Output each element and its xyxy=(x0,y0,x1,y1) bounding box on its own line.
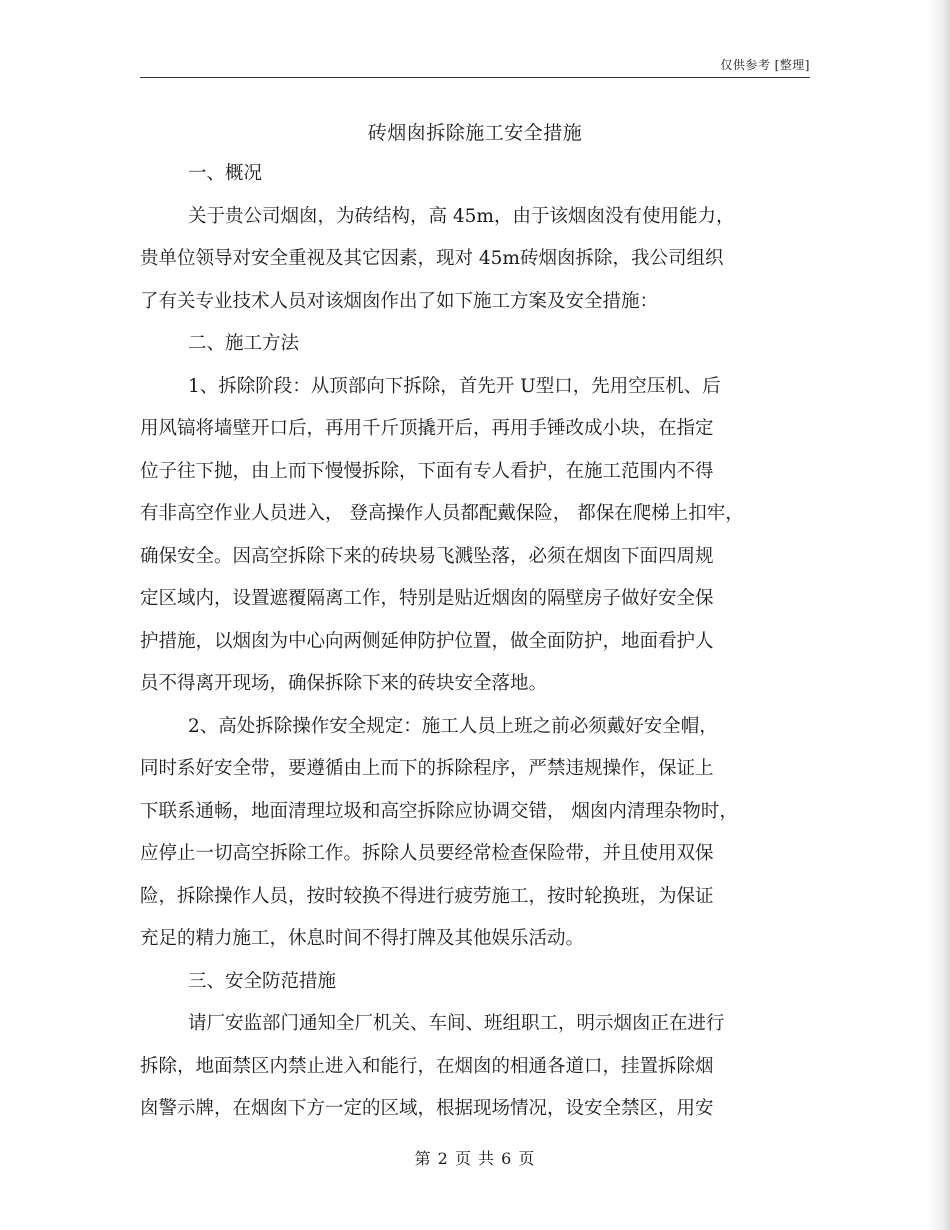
text-line: 护措施，以烟囱为中心向两侧延伸防护位置，做全面防护，地面看护人 xyxy=(140,630,714,652)
text-line: 请厂安监部门通知全厂机关、车间、班组职工，明示烟囱正在进行 xyxy=(188,1013,725,1034)
text-line: 用风镐将墙壁开口后，再用千斤顶撬开后，再用手锤改成小块，在指定 xyxy=(140,418,714,439)
text-line: 一、概况 xyxy=(188,163,263,184)
text-line: 位子往下抛，由上而下慢慢拆除，下面有专人看护，在施工范围内不得 xyxy=(140,460,714,482)
text-line: 有非高空作业人员进入， 登高操作人员都配戴保险， 都保在爬梯上扣牢， xyxy=(140,503,744,524)
text-line: 关于贵公司烟囱，为砖结构，高 45m，由于该烟囱没有使用能力， xyxy=(188,205,735,227)
text-line: 了有关专业技术人员对该烟囱作出了如下施工方案及安全措施： xyxy=(140,290,659,312)
text-line: 2、高处拆除操作安全规定：施工人员上班之前必须戴好安全帽， xyxy=(188,715,718,737)
text-line: 贵单位领导对安全重视及其它因素，现对 45m砖烟囱拆除，我公司组织 xyxy=(140,248,724,269)
text-line: 拆除，地面禁区内禁止进入和能行，在烟囱的相通各道口，挂置拆除烟 xyxy=(140,1055,714,1077)
text-line: 险，拆除操作人员，按时较换不得进行疲劳施工，按时轮换班，为保证 xyxy=(140,885,714,907)
document-title: 砖烟囱拆除施工安全措施 xyxy=(367,122,583,144)
header-note: 仅供参考 [整理] xyxy=(720,58,810,72)
text-line: 员不得离开现场，确保拆除下来的砖块安全落地。 xyxy=(140,673,548,694)
text-line: 三、安全防范措施 xyxy=(188,970,337,992)
page-footer: 第 2 页 共 6 页 xyxy=(414,1149,536,1168)
header-rule xyxy=(140,77,810,78)
text-line: 二、施工方法 xyxy=(188,333,300,354)
text-line: 确保安全。因高空拆除下来的砖块易飞溅坠落，必须在烟囱下面四周规 xyxy=(140,545,714,567)
text-line: 同时系好安全带，要遵循由上而下的拆除程序，严禁违规操作，保证上 xyxy=(140,758,714,779)
text-line: 1、拆除阶段：从顶部向下拆除，首先开 U型口，先用空压机、后 xyxy=(188,375,721,397)
document-body xyxy=(140,156,810,1134)
text-line: 下联系通畅，地面清理垃圾和高空拆除应协调交错， 烟囱内清理杂物时， xyxy=(140,800,738,822)
text-line: 应停止一切高空拆除工作。拆除人员要经常检查保险带，并且使用双保 xyxy=(140,843,714,864)
text-line: 定区域内，设置遮覆隔离工作，特别是贴近烟囱的隔壁房子做好安全保 xyxy=(140,588,714,609)
text-line: 充足的精力施工，休息时间不得打牌及其他娱乐活动。 xyxy=(140,928,585,949)
text-line: 囱警示牌，在烟囱下方一定的区域，根据现场情况，设安全禁区，用安 xyxy=(140,1098,714,1119)
page-edge-shadow xyxy=(928,0,950,1230)
